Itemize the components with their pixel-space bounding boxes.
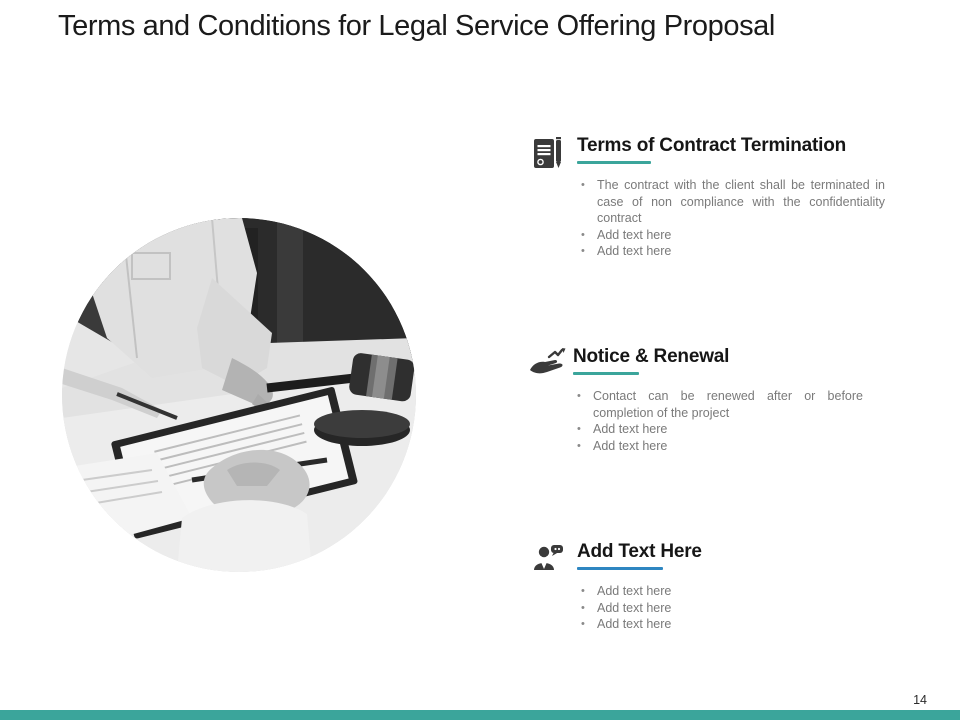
bullet-item: • Add text here <box>577 243 885 260</box>
title-underline <box>577 567 663 570</box>
legal-consultation-photo <box>62 218 416 572</box>
section-add-text-here <box>533 541 885 633</box>
section-title: Terms of Contract Termination <box>577 135 847 156</box>
bullet-item: • The contract with the client shall be terminated in case of non compliance with the confidentiality contract <box>577 177 885 227</box>
contract-document-icon <box>533 135 573 176</box>
bullet-item: • Add text here <box>577 600 885 617</box>
title-underline <box>573 372 639 375</box>
section-notice-and-renewal <box>529 346 863 454</box>
bullet-list <box>577 583 885 633</box>
section-terms-of-contract-termination <box>533 135 885 260</box>
bullet-item: • Contact can be renewed after or before completion of the project <box>573 388 863 421</box>
bullet-item: • Add text here <box>577 583 885 600</box>
bullet-list <box>577 177 885 260</box>
section-title: Add Text Here <box>577 541 702 562</box>
title-underline <box>577 161 651 164</box>
bottom-accent-bar <box>0 710 960 720</box>
bullet-list <box>573 388 863 454</box>
section-title: Notice & Renewal <box>573 346 730 367</box>
person-speech-bubble-icon <box>533 541 573 580</box>
legal-consultation-illustration <box>62 218 416 572</box>
bullet-item: • Add text here <box>577 616 885 633</box>
hand-growth-arrow-icon <box>529 346 569 383</box>
bullet-item: • Add text here <box>573 421 863 438</box>
page-number: 14 <box>913 693 927 707</box>
page-title: Terms and Conditions for Legal Service Offering Proposal <box>58 10 775 42</box>
bullet-item: • Add text here <box>577 227 885 244</box>
bullet-item: • Add text here <box>573 438 863 455</box>
